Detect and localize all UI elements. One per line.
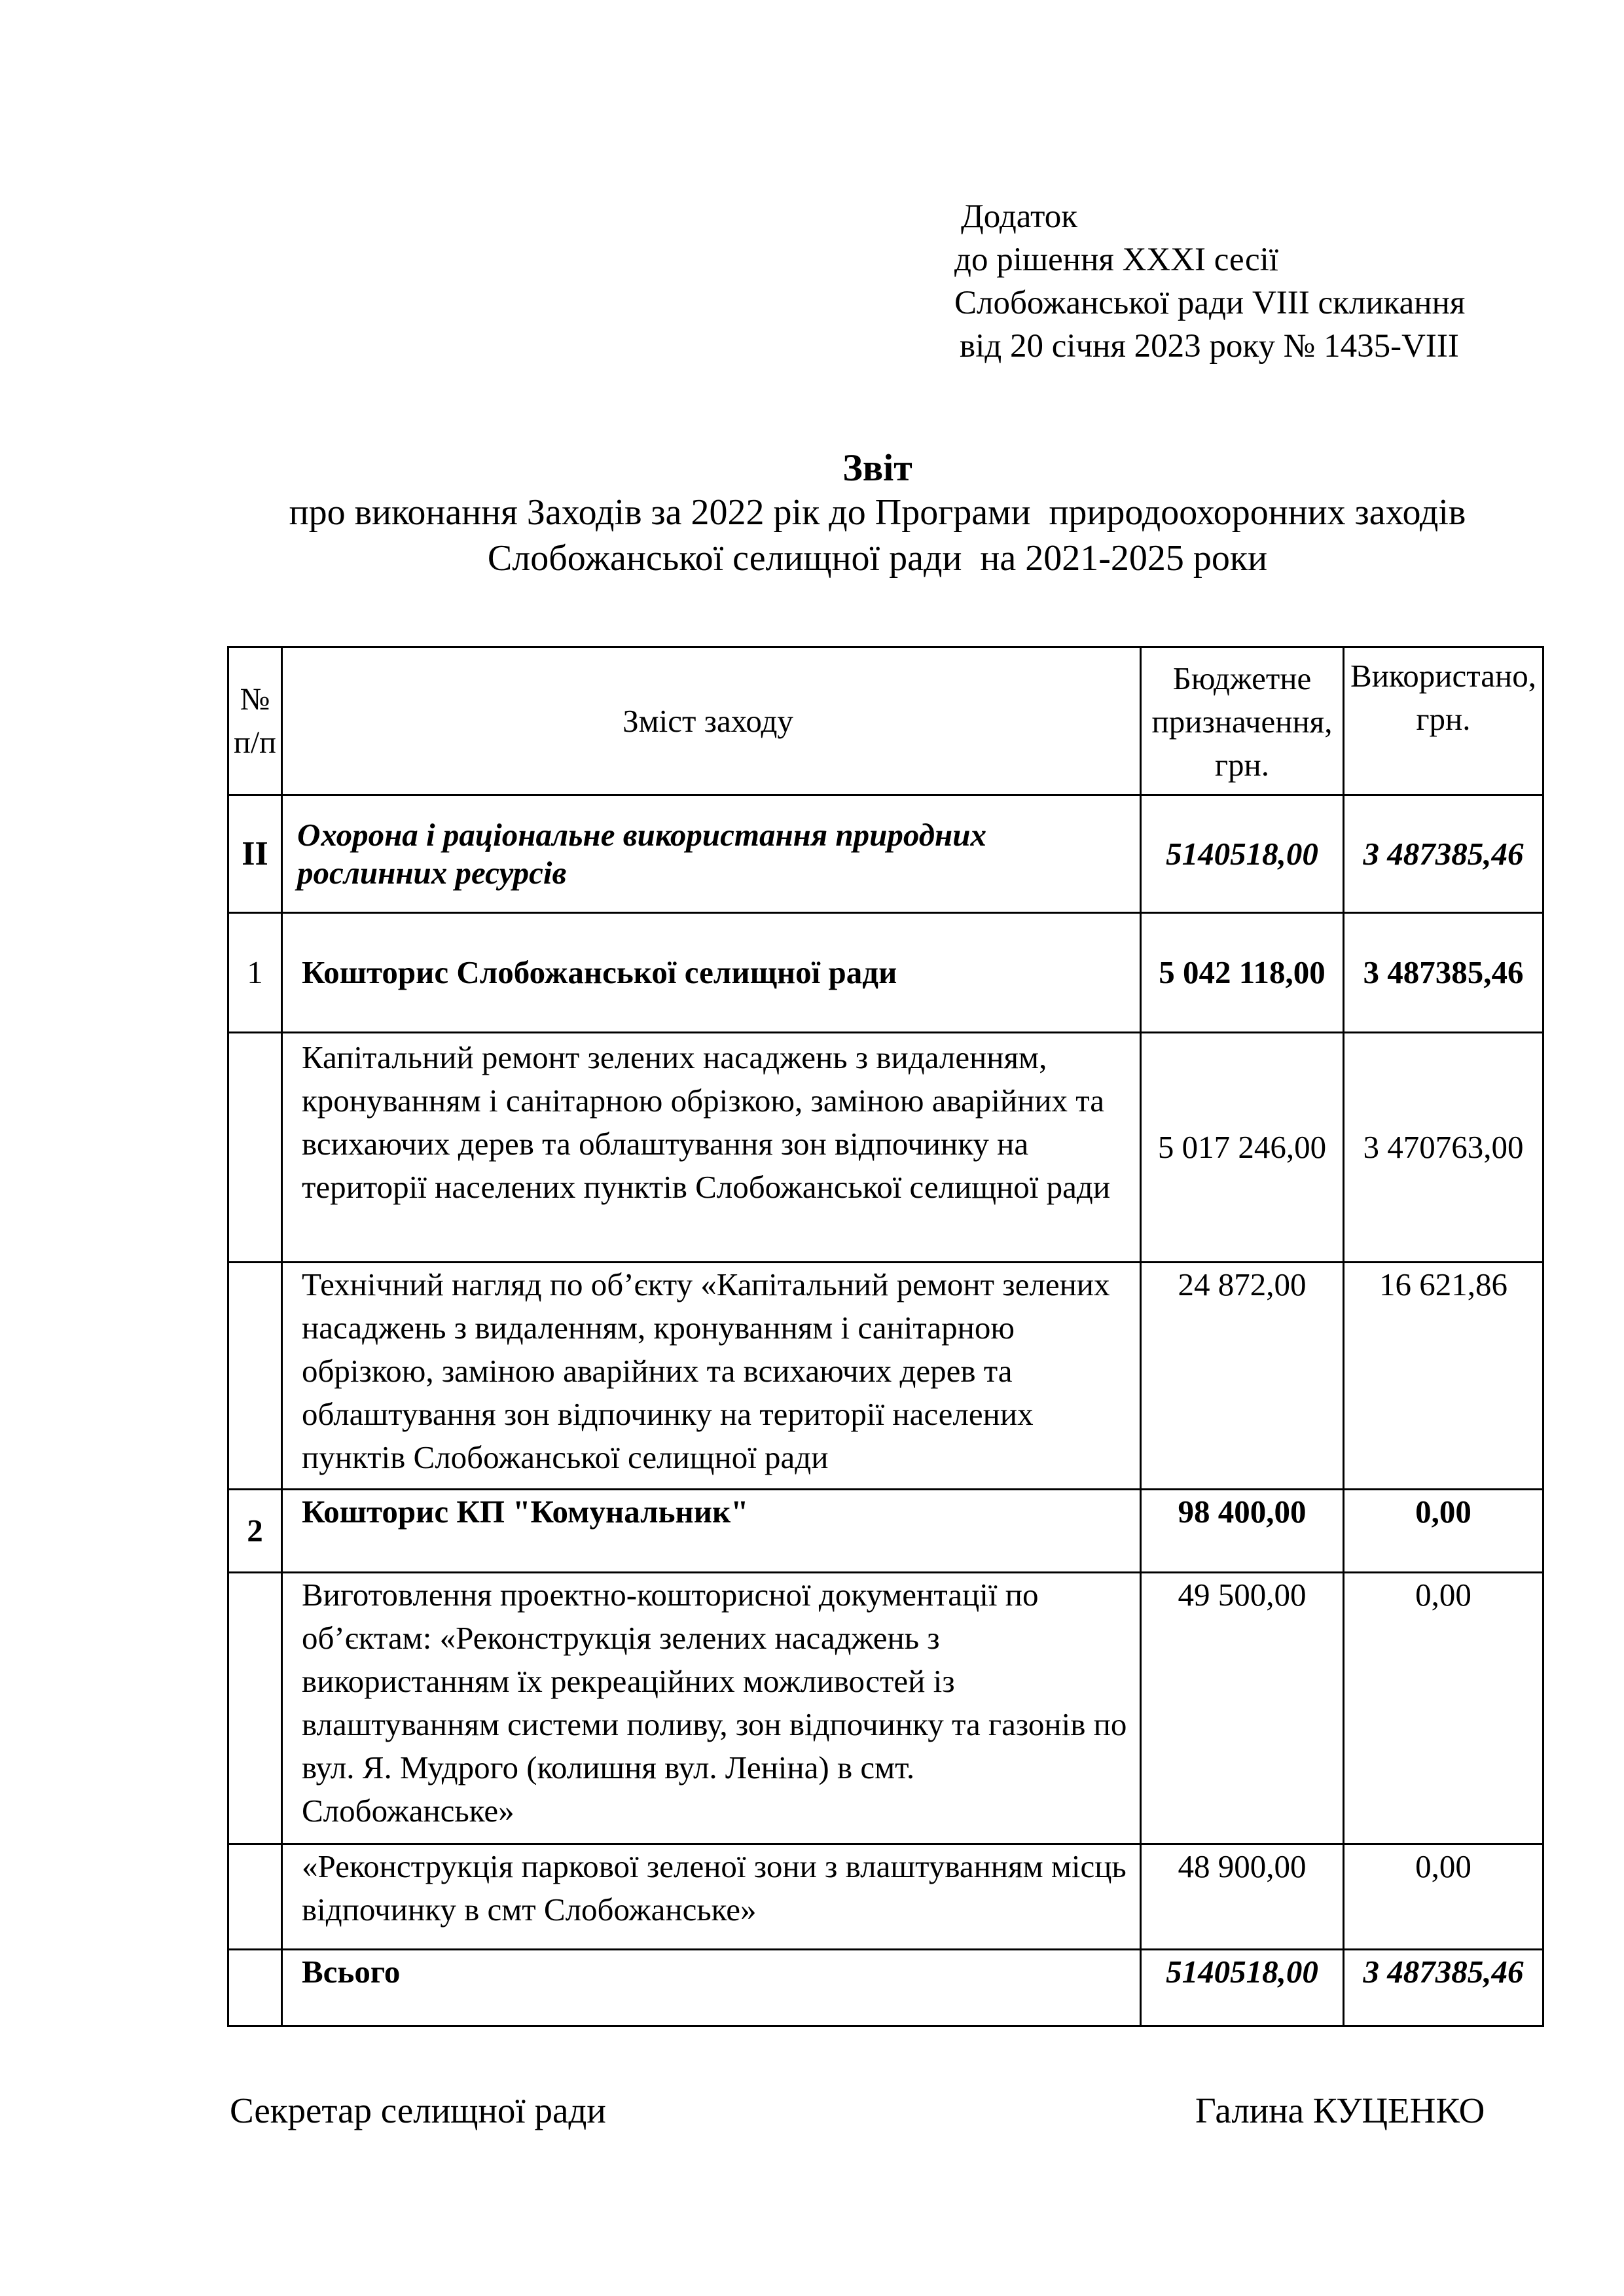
cell-plan: 5140518,00 bbox=[1141, 1950, 1344, 2026]
cell-plan: 24 872,00 bbox=[1141, 1263, 1344, 1490]
header-desc bbox=[282, 647, 1141, 795]
cell-used: 3 487385,46 bbox=[1344, 1950, 1543, 2026]
header-num bbox=[228, 647, 282, 795]
cell-num bbox=[228, 1844, 282, 1950]
table-row bbox=[228, 1033, 1543, 1263]
cell-desc: Всього bbox=[282, 1950, 1141, 2026]
report-title: Звіт bbox=[842, 446, 912, 489]
header-plan-label: Бюджетне призначення, грн. bbox=[1151, 660, 1333, 783]
header-used bbox=[1344, 647, 1543, 795]
header-used-label: Використано, грн. bbox=[1350, 658, 1536, 737]
table-row bbox=[228, 1844, 1543, 1950]
cell-num: 2 bbox=[228, 1490, 282, 1573]
cell-used: 0,00 bbox=[1344, 1490, 1543, 1573]
cell-plan: 5 017 246,00 bbox=[1141, 1033, 1344, 1263]
cell-used: 0,00 bbox=[1344, 1844, 1543, 1950]
cell-used: 3 487385,46 bbox=[1344, 795, 1543, 913]
table-row bbox=[228, 1573, 1543, 1844]
cell-num bbox=[228, 1263, 282, 1490]
report-subtitle-line-2: Слобожанської селищної ради на 2021-2025 роки bbox=[487, 538, 1268, 579]
cell-desc: Капітальний ремонт зелених насаджень з видаленням, кронуванням і санітарною обрізкою, заміною аварійних та всихаючих дерев та облаштування зон відпочинку на території населених пунктів Слобожанської селищної ради bbox=[282, 1033, 1141, 1263]
header-num-label: № п/п bbox=[234, 681, 276, 760]
cell-desc: Кошторис КП "Комунальник" bbox=[282, 1490, 1141, 1573]
cell-used: 16 621,86 bbox=[1344, 1263, 1543, 1490]
cell-plan: 48 900,00 bbox=[1141, 1844, 1344, 1950]
annex-line-date: від 20 січня 2023 року № 1435-VIII bbox=[960, 328, 1459, 365]
cell-used: 3 487385,46 bbox=[1344, 913, 1543, 1033]
cell-desc: Виготовлення проектно-кошторисної документації по об’єктам: «Реконструкція зелених насаджень з використанням їх рекреаційних можливостей із влаштуванням системи поливу, зон відпочинку та газонів по вул. Я. Мудрого (колишня вул. Леніна) в смт. Слобожанське» bbox=[282, 1573, 1141, 1844]
cell-desc: Технічний нагляд по об’єкту «Капітальний ремонт зелених насаджень з видаленням, кронуванням і санітарною обрізкою, заміною аварійних та всихаючих дерев та облаштування зон відпочинку на території населених пунктів Слобожанської селищної ради bbox=[282, 1263, 1141, 1490]
annex-line-decision: до рішення XXXI сесії bbox=[954, 242, 1278, 278]
signature-role: Секретар селищної ради bbox=[230, 2090, 606, 2130]
cell-num bbox=[228, 1573, 282, 1844]
table-row-subtotal-1 bbox=[228, 913, 1543, 1033]
cell-plan: 5140518,00 bbox=[1141, 795, 1344, 913]
cell-num bbox=[228, 1033, 282, 1263]
table-row-total bbox=[228, 1950, 1543, 2026]
table-row-subtotal-2 bbox=[228, 1490, 1543, 1573]
cell-plan: 5 042 118,00 bbox=[1141, 913, 1344, 1033]
cell-desc: Охорона і раціональне використання природних рослинних ресурсів bbox=[282, 795, 1141, 913]
header-plan bbox=[1141, 647, 1344, 795]
cell-num bbox=[228, 1950, 282, 2026]
report-subtitle-line-1: про виконання Заходів за 2022 рік до Програми природоохоронних заходів bbox=[289, 492, 1466, 533]
table-row-section bbox=[228, 795, 1543, 913]
header-desc-label: Зміст заходу bbox=[623, 702, 793, 739]
annex-block bbox=[954, 195, 1465, 368]
cell-num: 1 bbox=[228, 913, 282, 1033]
annex-line-council: Слобожанської ради VIII скликання bbox=[954, 285, 1466, 321]
signature-name: Галина КУЦЕНКО bbox=[1195, 2090, 1485, 2130]
cell-used: 0,00 bbox=[1344, 1573, 1543, 1844]
cell-num: II bbox=[228, 795, 282, 913]
cell-desc: «Реконструкція паркової зеленої зони з влаштуванням місць відпочинку в смт Слобожанське» bbox=[282, 1844, 1141, 1950]
annex-line-title: Додаток bbox=[961, 198, 1077, 235]
report-table bbox=[227, 646, 1544, 2027]
table-row bbox=[228, 1263, 1543, 1490]
report-title-block bbox=[227, 446, 1528, 581]
table-header-row bbox=[228, 647, 1543, 795]
cell-plan: 98 400,00 bbox=[1141, 1490, 1344, 1573]
cell-desc: Кошторис Слобожанської селищної ради bbox=[282, 913, 1141, 1033]
cell-used: 3 470763,00 bbox=[1344, 1033, 1543, 1263]
cell-plan: 49 500,00 bbox=[1141, 1573, 1344, 1844]
